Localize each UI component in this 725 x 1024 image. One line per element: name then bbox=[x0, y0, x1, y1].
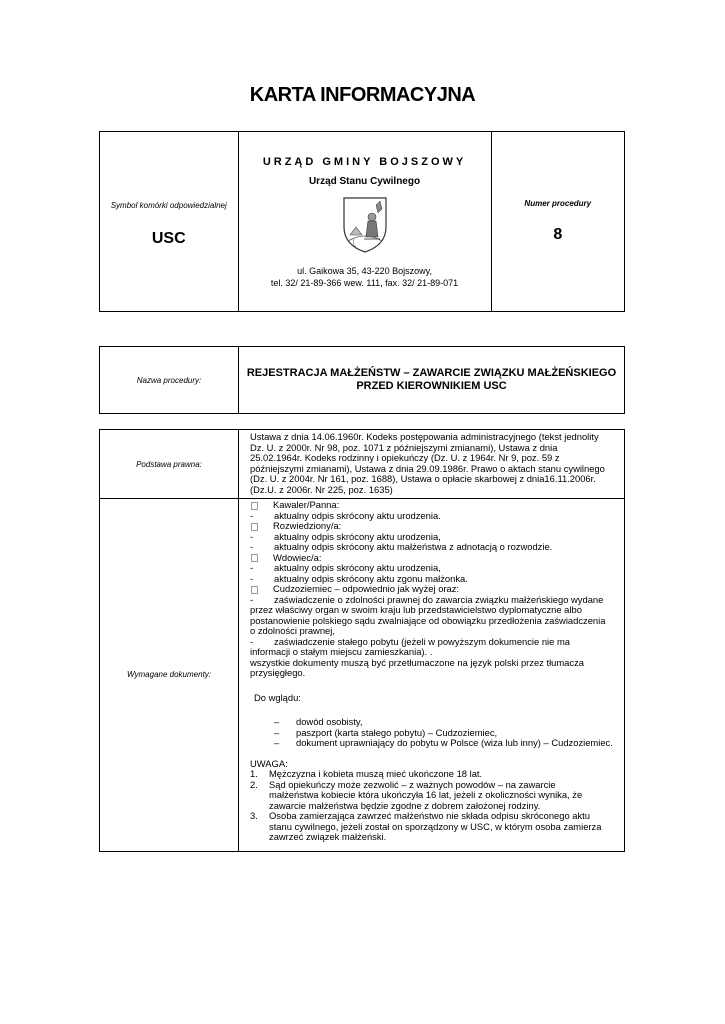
header-table bbox=[99, 131, 625, 312]
group-heading: Rozwiedziony/a: bbox=[250, 521, 621, 532]
checkbox-icon bbox=[251, 502, 258, 510]
checkbox-icon bbox=[251, 523, 258, 531]
list-item-continuation: o zdolności prawnej, bbox=[250, 625, 335, 636]
procedure-number-label: Numer procedury bbox=[524, 199, 592, 208]
legal-basis-line: (Dz.U. z 2006r. Nr 225, poz. 1635) bbox=[250, 483, 393, 495]
group-heading: Cudzoziemiec – odpowiednio jak wyżej oraz: bbox=[250, 584, 621, 595]
procedure-number-cell bbox=[491, 132, 624, 312]
legal-basis-cell bbox=[239, 430, 625, 499]
list-item: - aktualny odpis skrócony aktu zgonu małżonka. bbox=[250, 572, 468, 584]
group-heading: Wdowiec/a: bbox=[250, 553, 621, 564]
office-name: URZĄD GMINY BOJSZOWY bbox=[262, 156, 467, 168]
legal-basis-line: Dz. U. z 2000r. Nr 98, poz. 1071 z późniejszymi zmianami), Ustawa z dnia bbox=[250, 441, 558, 453]
warning-item: 1. Mężczyzna i kobieta muszą mieć ukończone 18 lat. bbox=[250, 768, 483, 779]
procedure-name-label: Nazwa procedury: bbox=[100, 347, 239, 414]
required-documents-cell bbox=[239, 499, 625, 852]
legal-basis-line: późniejszymi zmianami), Ustawa z dnia 29.09.1986r. Prawo o aktach stanu cywilnego bbox=[250, 462, 605, 474]
translation-note: przysięgłego. bbox=[250, 667, 306, 678]
symbol-value: USC bbox=[151, 230, 186, 247]
checkbox-icon bbox=[251, 586, 258, 594]
coat-of-arms-icon bbox=[340, 195, 390, 255]
legal-basis-line: (Dz. U. z 2004r. Nr 161, poz. 1688), Ustawa o opłacie skarbowej z dnia16.11.2006r. bbox=[250, 473, 596, 484]
procedure-title-line-1: REJESTRACJA MAŁŻEŃSTW – ZAWARCIE ZWIĄZKU MAŁŻEŃSKIEGO bbox=[246, 367, 617, 379]
inspection-heading: Do wglądu: bbox=[254, 691, 301, 703]
procedure-title-line-2: PRZED KIEROWNIKIEM USC bbox=[356, 380, 507, 392]
group-heading: Kawaler/Panna: bbox=[250, 500, 621, 511]
page-title: KARTA INFORMACYJNA bbox=[249, 84, 476, 106]
legal-basis-line: Ustawa z dnia 14.06.1960r. Kodeks postępowania administracyjnego (tekst jednolity bbox=[250, 431, 599, 442]
warning-item: 3. Osoba zamierzająca zawrzeć małżeństwo nie składa odpisu skróconego aktu stanu cywilnego, jeżeli został on sporządzony w USC, w którym osoba zamierza zawrzeć związek małżeński. bbox=[250, 810, 602, 842]
office-subtitle: Urząd Stanu Cywilnego bbox=[308, 176, 421, 187]
list-item-continuation: przez właściwy organ w swoim kraju lub przedstawicielstwo dyplomatyczne albo bbox=[250, 604, 582, 615]
legal-basis-line: 25.02.1964r. Kodeks rodzinny i opiekuńczy (Dz. U. z 1964r. Nr 9, poz. 59 z bbox=[250, 452, 560, 463]
address-line-1: ul. Gaikowa 35, 43-220 Bojszowy, bbox=[297, 266, 432, 276]
procedure-name-cell bbox=[239, 347, 625, 414]
list-item: - aktualny odpis skrócony aktu urodzenia, bbox=[250, 530, 441, 542]
warning-heading: UWAGA: bbox=[250, 757, 288, 769]
list-item-continuation: informacji o stałym miejscu zamieszkania). . bbox=[250, 646, 433, 657]
list-item-continuation: postanowienie polskiego sądu zwalniające od obowiązku przedłożenia zaświadczenia bbox=[250, 614, 606, 626]
procedure-name-table bbox=[99, 346, 625, 414]
symbol-label: Symbol komórki odpowiedzialnej bbox=[110, 201, 227, 210]
symbol-cell bbox=[100, 132, 239, 312]
office-cell bbox=[238, 132, 491, 312]
inspection-item: – paszport (karta stałego pobytu) – Cudzoziemiec, bbox=[274, 726, 498, 738]
legal-basis-label: Podstawa prawna: bbox=[100, 430, 239, 499]
list-item: - aktualny odpis skrócony aktu urodzenia, bbox=[250, 562, 441, 573]
required-documents-label: Wymagane dokumenty: bbox=[100, 499, 239, 852]
list-item: - aktualny odpis skrócony aktu małżeństwa z adnotacją o rozwodzie. bbox=[250, 541, 553, 552]
checkbox-icon bbox=[251, 554, 258, 562]
address-line-2: tel. 32/ 21-89-366 wew. 111, fax. 32/ 21-89-071 bbox=[270, 278, 459, 288]
inspection-item: – dokument uprawniający do pobytu w Polsce (wiza lub inny) – Cudzoziemiec. bbox=[274, 737, 613, 748]
inspection-item: – dowód osobisty, bbox=[274, 716, 363, 727]
warning-item: 2. Sąd opiekuńczy może zezwolić – z ważnych powodów – na zawarcie małżeństwa kobiecie która ukończyła 16 lat, jeżeli z okoliczności wynika, że zawarcie małżeństwa będzie zgodne z dobrem założonej rodziny. bbox=[250, 778, 583, 811]
details-table bbox=[99, 429, 625, 852]
list-item: - aktualny odpis skrócony aktu urodzenia. bbox=[250, 509, 441, 521]
list-item: - zaświadczenie stałego pobytu (jeżeli w powyższym dokumencie nie ma bbox=[250, 635, 570, 647]
list-item: - zaświadczenie o zdolności prawnej do zawarcia związku małżeńskiego wydane bbox=[250, 593, 604, 605]
procedure-number: 8 bbox=[553, 226, 563, 243]
translation-note: wszystkie dokumenty muszą być przetłumaczone na język polski przez tłumacza bbox=[250, 656, 584, 668]
